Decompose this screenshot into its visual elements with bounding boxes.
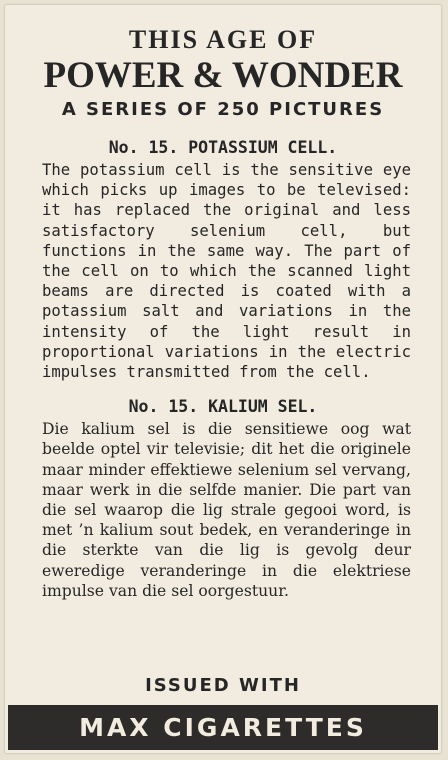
afrikaans-description: Die kalium sel is die sensitiewe oog wat beelde optel vir televisie; dit het die originele maar minder effektiewe selenium sel vervang, maar werk in die selfde manier. Die part van die sel waarop die lig strale gegooi word, is met ’n kalium sout bedek, en veranderinge in die sterkte van die lig is gevolg deur eweredige veranderinge in die elektriese impulse van die sel oorgestuur. xyxy=(42,420,411,600)
cigarette-card xyxy=(5,5,441,753)
card-header xyxy=(5,5,441,123)
afrikaans-card-title: No. 15. KALIUM SEL. xyxy=(128,397,318,417)
english-description: The potassium cell is the sensitive eye which picks up images to be televised: it has replaced the original and less satisfactory selenium cell, but functions in the same way. The part of the cell on to which the scanned light beams are directed is coated with a potassium salt and variations in the intensity of the light result in proportional variations in the electric impulses transmitted from the cell. xyxy=(42,161,411,382)
series-title-line1: THIS AGE OF xyxy=(128,25,318,54)
series-title-line2: POWER & WONDER xyxy=(43,55,403,96)
brand-band xyxy=(8,705,438,750)
english-card-title: No. 15. POTASSIUM CELL. xyxy=(108,138,338,157)
issued-with-label: ISSUED WITH xyxy=(145,675,301,696)
brand-name: MAX CIGARETTES xyxy=(79,713,367,742)
series-subtitle: A SERIES OF 250 PICTURES xyxy=(61,99,385,120)
